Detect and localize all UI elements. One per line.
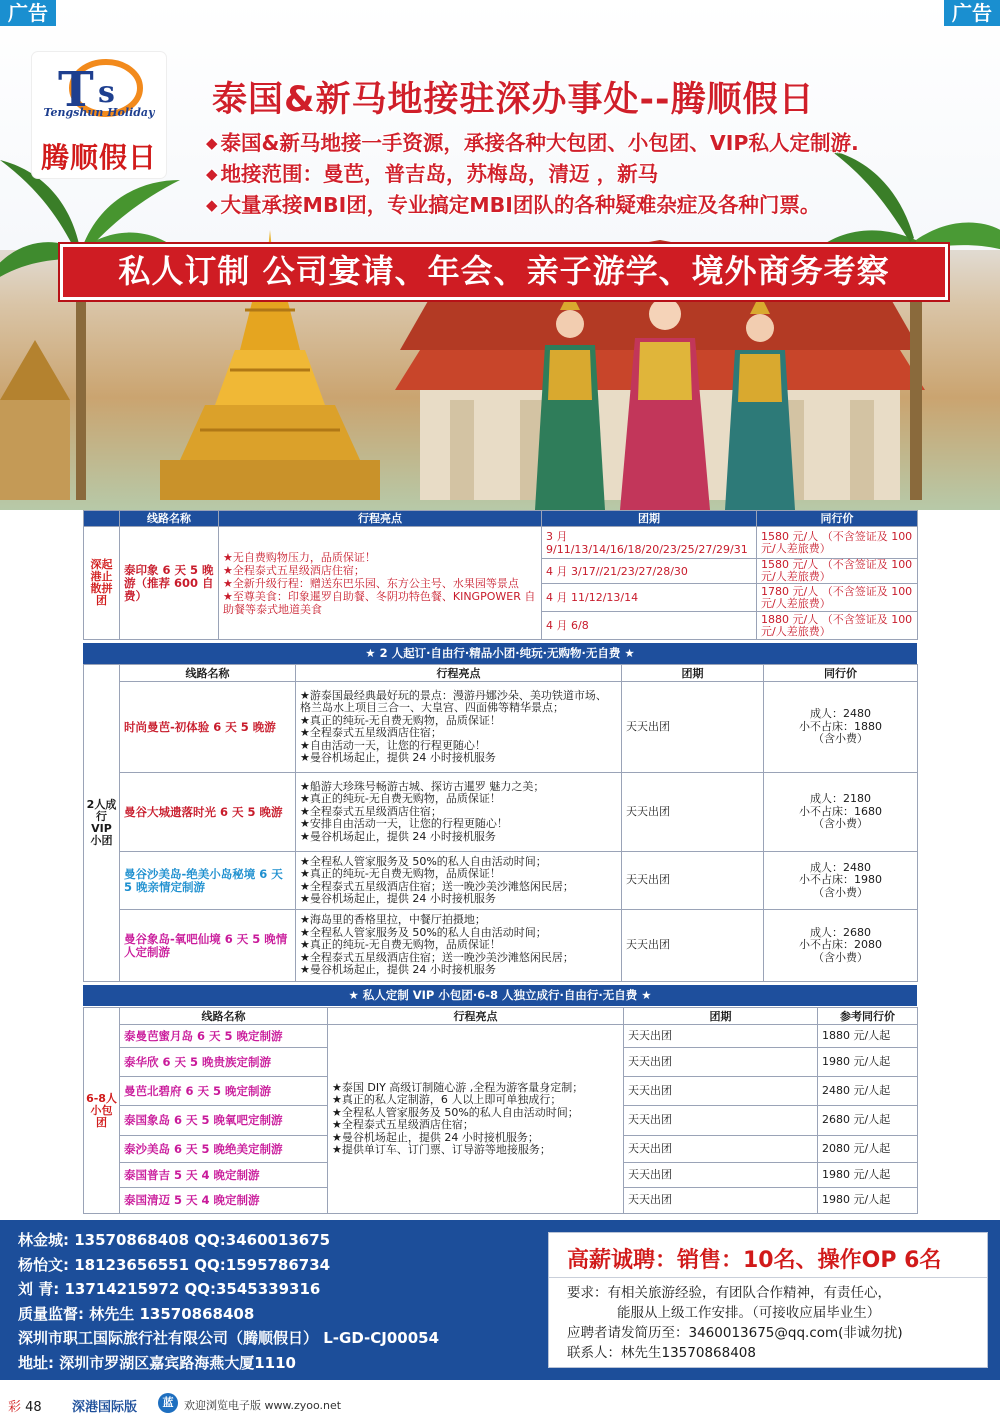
recruitment-title: 高薪诚聘：销售：10名、操作OP 6名 [567,1248,942,1273]
private-tour-table [83,1007,917,1214]
svg-text:T: T [58,62,94,118]
route-name: 泰沙美岛 6 天 5 晚绝美定制游 [120,1136,328,1163]
hero-banner [0,0,1000,510]
highlight-line: ★真正的私人定制游，6 人以上即可单独成行； [332,1093,562,1106]
route-name: 曼芭北碧府 6 天 5 晚定制游 [120,1077,328,1106]
highlight-line: ★全程泰式五星级酒店住宿； [300,726,442,739]
price-child: 小不占床：1680 [799,804,882,818]
route-highlights [328,1025,624,1214]
tour-price: 1880 元/人 （不含签证及 100 元/人差旅费） [757,612,918,640]
tour-date: 4 月 11/12/13/14 [542,584,757,612]
tour-date: 天天出团 [622,910,764,982]
price-note: （含小费） [813,817,868,831]
route-highlights [296,682,622,773]
highlight-line: ★全程泰式五星级酒店住宿； [300,804,442,818]
header-route: 线路名称 [120,1008,328,1025]
recruitment-line: 应聘者请发简历至：3460013675@qq.com(非诚勿扰) [567,1325,903,1341]
section-bar-vip: ★ 2 人起订·自由行·精品小团·纯玩·无购物·无自费 ★ [83,643,917,664]
price-child: 小不占床：1880 [799,719,882,733]
contact-line: 深圳市职工国际旅行社有限公司（腾顺假日） L-GD-CJ00054 [18,1329,440,1347]
route-name: 泰国象岛 6 天 5 晚氧吧定制游 [120,1106,328,1136]
tour-date: 天天出团 [622,852,764,910]
header-price: 同行价 [757,511,918,527]
price-child: 小不占床：2080 [799,938,882,952]
side-label: 深起港止散拼团 [84,527,120,640]
page-number [8,1396,42,1415]
website-link[interactable]: 欢迎浏览电子版 www.zyoo.net [184,1399,342,1412]
price-adult: 成人：2480 [810,860,871,874]
tour-date: 天天出团 [624,1106,818,1136]
header-dates: 团期 [542,511,757,527]
price-note: （含小费） [813,950,868,964]
header-price: 同行价 [764,665,918,682]
side-label: 2人成行VIP小团 [84,665,120,982]
price-child: 小不占床：1980 [799,873,882,887]
price-adult: 成人：2480 [810,707,871,721]
highlight-line: ★自由活动一天，让您的行程更随心！ [300,738,486,752]
header-dates: 团期 [624,1008,818,1025]
route-highlights [296,773,622,852]
header-route: 线路名称 [120,511,219,527]
highlight-line: ★真正的纯玩-无自费无购物，品质保证！ [300,938,501,952]
tour-date: 3 月 9/11/13/14/16/18/20/23/25/27/29/31 [542,527,757,559]
tour-price: 2080 元/人起 [818,1136,918,1163]
price-adult: 成人：2680 [810,925,871,939]
tour-price: 1880 元/人起 [818,1025,918,1048]
thai-dancers [520,290,810,510]
tour-price: 1980 元/人起 [818,1163,918,1188]
edition-badge-icon: 蓝 [158,1393,178,1413]
section-bar-private: ★ 私人定制 VIP 小包团·6-8 人独立成行·自由行·无自费 ★ [83,985,917,1006]
highlight-line: ★真正的纯玩-无自费无购物，品质保证！ [300,792,501,806]
logo-english-name: Tengshun Holiday [43,106,155,119]
tour-price: 1580 元/人 （不含签证及 100 元/人差旅费） [757,527,918,559]
price-adult: 成人：2180 [810,792,871,806]
tour-date: 天天出团 [624,1025,818,1048]
route-name: 泰印象 6 天 5 晚游（推荐 600 自费） [120,527,219,640]
tour-price: 1980 元/人起 [818,1188,918,1214]
tour-date: 天天出团 [624,1077,818,1106]
header-highlights: 行程亮点 [328,1008,624,1025]
contact-line: 杨怡文: 18123656551 QQ:1595786734 [18,1255,331,1274]
header-dates: 团期 [622,665,764,682]
highlight-line: ★安排自由活动一天，让您的行程更随心！ [300,817,508,831]
brand-logo [32,52,166,178]
tour-date: 天天出团 [624,1163,818,1188]
highlight-line: ★提供单订车、订门票、订导游等地接服务； [332,1143,551,1156]
header-price: 参考同行价 [818,1008,918,1025]
page-number-value: 48 [25,1400,42,1415]
header-highlights: 行程亮点 [219,511,542,527]
recruitment-line: 要求：有相关旅游经验，有团队合作精神，有责任心， [567,1285,891,1301]
route-highlights [296,852,622,910]
highlight-line: ★至尊美食：印象暹罗自助餐、冬阴功特色餐、KINGPOWER 自助餐等泰式地道美食 [223,589,536,616]
highlight-line: ★无自费购物压力，品质保证！ [223,550,376,564]
route-highlights [219,527,542,640]
highlight-line: ★全程泰式五星级酒店住宿；送一晚沙美沙滩悠闲民居； [300,879,574,893]
service-bullets [206,128,859,221]
tour-price: 1980 元/人起 [818,1048,918,1077]
tour-date: 天天出团 [624,1048,818,1077]
highlight-line: ★全新升级行程：赠送东巴乐园、东方公主号、水果园等景点 [223,576,519,590]
route-highlights [296,910,622,982]
header-highlights: 行程亮点 [296,665,622,682]
header-route: 线路名称 [120,665,296,682]
recruitment-line: 联系人：林先生13570868408 [567,1345,756,1361]
route-name: 时尚曼芭-初体验 6 天 5 晚游 [120,682,296,773]
page-title: 泰国&新马地接驻深办事处--腾顺假日 [212,80,815,120]
route-name: 泰国普吉 5 天 4 晚定制游 [120,1163,328,1188]
recruitment-box [548,1232,988,1368]
contact-line: 质量监督: 林先生 13570868408 [18,1304,255,1323]
tour-price [764,773,918,852]
highlight-line: ★曼谷机场起止，提供 24 小时接机服务 [300,892,496,905]
highlight-line: ★曼谷机场起止，提供 24 小时接机服务 [300,829,496,843]
highlight-line: ★真正的纯玩-无自费无购物，品质保证！ [300,867,501,880]
highlight-line: ★全程泰式五星级酒店住宿； [223,563,365,577]
group-tour-table [83,510,917,640]
page-footer-bar [0,1388,1000,1418]
highlight-line: ★泰国 DIY 高级订制随心游 ,全程为游客量身定制； [332,1080,584,1094]
tour-date: 天天出团 [624,1188,818,1214]
tour-price [764,682,918,773]
ad-label-left: 广告 [0,0,56,26]
highlight-line: ★全程泰式五星级酒店住宿； [332,1118,474,1131]
highlight-line: ★全程泰式五星级酒店住宿；送一晚沙美沙滩悠闲民居； [300,950,574,964]
contact-list [18,1228,439,1375]
route-name: 曼谷象岛-氧吧仙境 6 天 5 晚情人定制游 [120,910,296,982]
tour-date: 4 月 3/17//21/23/27/28/30 [542,559,757,584]
vip-tour-table [83,664,917,982]
highlight-line: ★游泰国最经典最好玩的景点：漫游丹娜沙朵、美功铁道市场、格兰岛水上项目三合一、大皇宫、四面佛等精华景点； [300,688,607,714]
tour-price [764,852,918,910]
route-name: 曼谷大城遗落时光 6 天 5 晚游 [120,773,296,852]
divider [549,1277,987,1278]
ad-label-right: 广告 [944,0,1000,26]
tour-price: 1580 元/人 （不含签证及 100 元/人差旅费） [757,559,918,584]
header-blank [84,511,120,527]
recruitment-line: 能服从上级工作安排。（可接收应届毕业生） [617,1305,881,1321]
svg-text:s: s [98,75,115,110]
highlight-line: ★全程私人管家服务及 50%的私人自由活动时间； [300,925,547,939]
route-name: 曼谷沙美岛-绝美小岛秘境 6 天 5 晚亲情定制游 [120,852,296,910]
highlight-line: ★全程私人管家服务及 50%的私人自由活动时间； [300,854,547,868]
tour-price [764,910,918,982]
price-note: （含小费） [813,732,868,746]
highlight-line: ★曼谷机场起止，提供 24 小时接机服务； [332,1130,539,1144]
tour-date: 天天出团 [622,682,764,773]
highlight-line: ★海岛里的香格里拉，中餐厅拍摄地； [300,913,486,927]
tour-date: 天天出团 [622,773,764,852]
route-name: 泰国清迈 5 天 4 晚定制游 [120,1188,328,1214]
highlight-line: ★全程私人管家服务及 50%的私人自由活动时间； [332,1105,579,1119]
recruitment-details [567,1283,903,1363]
highlight-line: ★曼谷机场起止，提供 24 小时接机服务 [300,963,496,977]
side-label: 6-8人小包团 [84,1008,120,1214]
highlight-line: ★真正的纯玩-无自费无购物，品质保证！ [300,713,501,727]
tour-price: 2480 元/人起 [818,1077,918,1106]
contact-line: 林金城: 13570868408 QQ:3460013675 [18,1231,331,1249]
page-prefix: 彩 [8,1400,22,1415]
route-name: 泰曼芭蜜月岛 6 天 5 晚定制游 [120,1025,328,1048]
logo-chinese-name: 腾顺假日 [40,141,157,174]
bullet-item: ◆ 泰国&新马地接一手资源，承接各种大包团、小包团、VIP私人定制游. [206,128,859,159]
contact-line: 刘 青: 13714215972 QQ:3545339316 [18,1280,321,1298]
highlight-line: ★船游大珍珠号畅游古城、探访古暹罗 魅力之美； [300,779,545,793]
edition-label: 深港国际版 [72,1400,138,1415]
price-note: （含小费） [813,885,868,899]
bullet-item: ◆ 大量承接MBI团，专业搞定MBI团队的各种疑难杂症及各种门票。 [206,190,859,221]
route-name: 泰华欣 6 天 5 晚贵族定制游 [120,1048,328,1077]
tour-date: 4 月 6/8 [542,612,757,640]
contact-line: 地址: 深圳市罗湖区嘉宾路海燕大厦1110 [18,1353,296,1372]
tour-price: 2680 元/人起 [818,1106,918,1136]
highlight-line: ★曼谷机场起止，提供 24 小时接机服务 [300,751,496,764]
bullet-item: ◆ 地接范围：曼芭，普吉岛，苏梅岛，清迈 ，新马 [206,159,859,190]
tour-date: 天天出团 [624,1136,818,1163]
tour-price: 1780 元/人 （不含签证及 100 元/人差旅费） [757,584,918,612]
custom-tour-banner: 私人订制 公司宴请、年会、亲子游学、境外商务考察 [60,244,948,300]
